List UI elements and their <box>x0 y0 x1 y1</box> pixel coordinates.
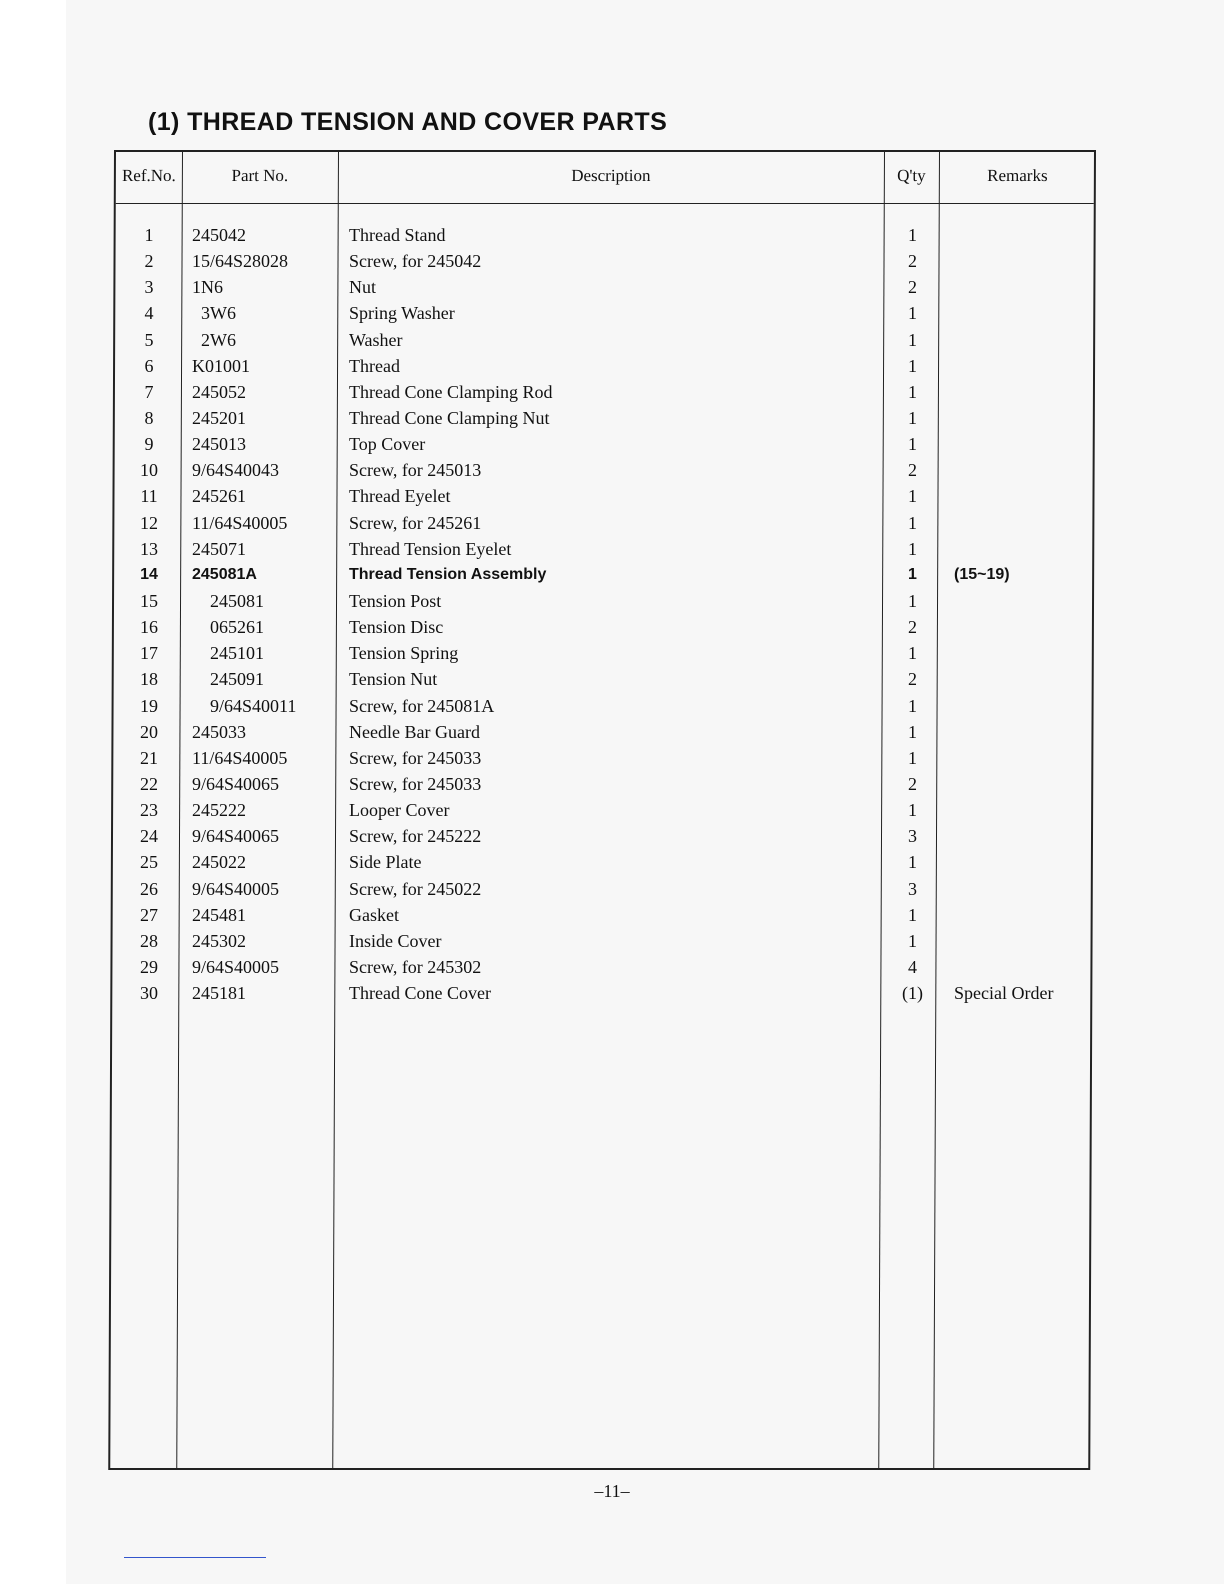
table-row <box>0 902 1224 928</box>
quantity-cell: 1 <box>908 434 917 455</box>
ref-number-cell: 3 <box>144 277 154 298</box>
part-number-cell: 9/64S40065 <box>192 826 280 847</box>
ref-number-cell: 23 <box>140 800 158 821</box>
description-cell: Needle Bar Guard <box>349 721 480 742</box>
table-row <box>0 588 1224 614</box>
table-row <box>0 666 1224 692</box>
table-row <box>0 248 1224 274</box>
ref-number-cell: 11 <box>140 486 158 507</box>
part-number-cell: 9/64S40043 <box>192 460 280 481</box>
part-number-cell: 065261 <box>192 617 264 638</box>
quantity-cell: 1 <box>908 329 917 350</box>
part-number-cell: 245481 <box>192 904 246 925</box>
table-row <box>0 483 1224 509</box>
quantity-cell: 3 <box>908 826 917 847</box>
table-row <box>0 640 1224 666</box>
quantity-cell: 1 <box>908 747 917 768</box>
description-cell: Gasket <box>349 904 399 925</box>
ref-number-cell: 19 <box>140 695 158 716</box>
quantity-cell: 1 <box>908 800 917 821</box>
ref-number-cell: 21 <box>140 747 158 768</box>
quantity-cell: 1 <box>908 565 917 583</box>
part-number-cell: 245302 <box>192 930 246 951</box>
footer-rule <box>124 1557 266 1558</box>
ref-number-cell: 12 <box>140 512 158 533</box>
table-row <box>0 693 1224 719</box>
table-row <box>0 719 1224 745</box>
description-cell: Screw, for 245261 <box>349 512 482 533</box>
table-row <box>0 849 1224 875</box>
remarks-cell: (15~19) <box>954 565 1010 583</box>
part-number-cell: K01001 <box>192 355 250 376</box>
description-cell: Nut <box>349 277 376 298</box>
description-cell: Tension Post <box>349 590 442 611</box>
ref-number-cell: 16 <box>140 617 158 638</box>
part-number-cell: 245201 <box>192 407 246 428</box>
table-row <box>0 510 1224 536</box>
table-row <box>0 745 1224 771</box>
quantity-cell: 2 <box>908 617 917 638</box>
table-row <box>0 823 1224 849</box>
part-number-cell: 245052 <box>192 381 246 402</box>
part-number-cell: 245013 <box>192 434 246 455</box>
ref-number-cell: 8 <box>144 407 154 428</box>
quantity-cell: 2 <box>908 460 917 481</box>
table-row <box>0 405 1224 431</box>
part-number-cell: 245181 <box>192 983 246 1004</box>
quantity-cell: 4 <box>908 956 917 977</box>
quantity-cell: 1 <box>908 590 917 611</box>
description-cell: Thread Cone Cover <box>349 983 491 1004</box>
description-cell: Looper Cover <box>349 800 450 821</box>
table-row <box>0 222 1224 248</box>
table-row <box>0 928 1224 954</box>
description-cell: Thread Tension Eyelet <box>349 538 512 559</box>
ref-number-cell: 27 <box>140 904 158 925</box>
ref-number-cell: 10 <box>140 460 158 481</box>
description-cell: Thread <box>349 355 400 376</box>
parts-table-body <box>0 222 1224 1006</box>
part-number-cell: 11/64S40005 <box>192 512 288 533</box>
quantity-cell: 1 <box>908 303 917 324</box>
description-cell: Inside Cover <box>349 930 442 951</box>
ref-number-cell: 2 <box>144 251 154 272</box>
part-number-cell: 245042 <box>192 225 246 245</box>
ref-number-cell: 30 <box>140 983 158 1004</box>
ref-number-cell: 15 <box>140 590 158 611</box>
part-number-cell: 2W6 <box>192 329 236 350</box>
table-row <box>0 771 1224 797</box>
description-cell: Tension Disc <box>349 617 444 638</box>
header-part-no: Part No. <box>231 166 289 185</box>
part-number-cell: 245071 <box>192 538 246 559</box>
table-row <box>0 562 1224 588</box>
part-number-cell: 9/64S40005 <box>192 956 280 977</box>
table-row <box>0 379 1224 405</box>
part-number-cell: 245222 <box>192 800 246 821</box>
description-cell: Thread Tension Assembly <box>349 565 547 583</box>
description-cell: Screw, for 245013 <box>349 460 482 481</box>
part-number-cell: 15/64S28028 <box>192 251 289 272</box>
part-number-cell: 245081A <box>192 565 257 583</box>
ref-number-cell: 5 <box>144 329 154 350</box>
ref-number-cell: 9 <box>144 434 154 455</box>
quantity-cell: 3 <box>908 878 917 899</box>
table-row <box>0 954 1224 980</box>
quantity-cell: 1 <box>908 538 917 559</box>
description-cell: Screw, for 245081A <box>349 695 495 716</box>
table-row <box>0 353 1224 379</box>
part-number-cell: 11/64S40005 <box>192 747 288 768</box>
description-cell: Side Plate <box>349 852 422 873</box>
quantity-cell: 2 <box>908 277 917 298</box>
table-row <box>0 614 1224 640</box>
header-divider <box>116 203 1094 204</box>
ref-number-cell: 28 <box>140 930 158 951</box>
ref-number-cell: 29 <box>140 956 158 977</box>
description-cell: Screw, for 245033 <box>349 773 482 794</box>
table-row <box>0 457 1224 483</box>
table-row <box>0 980 1224 1006</box>
header-remarks: Remarks <box>987 166 1048 185</box>
quantity-cell: 1 <box>908 486 917 507</box>
description-cell: Screw, for 245222 <box>349 826 482 847</box>
quantity-cell: 1 <box>908 852 917 873</box>
part-number-cell: 245261 <box>192 486 246 507</box>
quantity-cell: 2 <box>908 251 917 272</box>
quantity-cell: 2 <box>908 669 917 690</box>
quantity-cell: 1 <box>908 381 917 402</box>
part-number-cell: 1N6 <box>192 277 223 298</box>
ref-number-cell: 13 <box>140 538 158 559</box>
ref-number-cell: 18 <box>140 669 158 690</box>
remarks-cell: Special Order <box>954 983 1054 1004</box>
description-cell: Screw, for 245022 <box>349 878 482 899</box>
part-number-cell: 245101 <box>192 643 264 664</box>
header-ref-no: Ref.No. <box>121 166 176 185</box>
quantity-cell: 1 <box>908 643 917 664</box>
ref-number-cell: 7 <box>144 381 154 402</box>
table-row <box>0 274 1224 300</box>
description-cell: Screw, for 245302 <box>349 956 482 977</box>
ref-number-cell: 25 <box>140 852 158 873</box>
table-row <box>0 536 1224 562</box>
part-number-cell: 9/64S40005 <box>192 878 280 899</box>
table-row <box>0 327 1224 353</box>
section-title: (1) THREAD TENSION AND COVER PARTS <box>148 108 668 136</box>
part-number-cell: 9/64S40065 <box>192 773 280 794</box>
quantity-cell: 1 <box>908 512 917 533</box>
header-description: Description <box>571 166 651 185</box>
part-number-cell: 3W6 <box>192 303 236 324</box>
header-quantity: Q'ty <box>897 166 926 185</box>
description-cell: Screw, for 245033 <box>349 747 482 768</box>
ref-number-cell: 1 <box>144 225 154 245</box>
quantity-cell: 1 <box>908 930 917 951</box>
ref-number-cell: 6 <box>144 355 154 376</box>
description-cell: Washer <box>349 329 403 350</box>
part-number-cell: 245033 <box>192 721 246 742</box>
quantity-cell: 2 <box>908 773 917 794</box>
description-cell: Top Cover <box>349 434 426 455</box>
table-row <box>0 431 1224 457</box>
description-cell: Thread Eyelet <box>349 486 451 507</box>
part-number-cell: 245081 <box>192 590 264 611</box>
quantity-cell: 1 <box>908 407 917 428</box>
ref-number-cell: 22 <box>140 773 158 794</box>
quantity-cell: 1 <box>908 225 917 245</box>
ref-number-cell: 14 <box>140 565 158 583</box>
quantity-cell: 1 <box>908 695 917 716</box>
table-row <box>0 797 1224 823</box>
ref-number-cell: 24 <box>140 826 158 847</box>
quantity-cell: 1 <box>908 355 917 376</box>
table-row <box>0 300 1224 326</box>
quantity-cell: 1 <box>908 721 917 742</box>
description-cell: Tension Spring <box>349 643 459 664</box>
description-cell: Thread Cone Clamping Nut <box>349 407 550 428</box>
part-number-cell: 9/64S40011 <box>192 695 297 716</box>
quantity-cell: 1 <box>908 904 917 925</box>
ref-number-cell: 26 <box>140 878 158 899</box>
quantity-cell: (1) <box>902 983 923 1004</box>
page-number: –11– <box>594 1481 630 1501</box>
ref-number-cell: 4 <box>144 303 154 324</box>
description-cell: Tension Nut <box>349 669 438 690</box>
description-cell: Screw, for 245042 <box>349 251 482 272</box>
ref-number-cell: 20 <box>140 721 158 742</box>
ref-number-cell: 17 <box>140 643 158 664</box>
table-row <box>0 876 1224 902</box>
part-number-cell: 245022 <box>192 852 246 873</box>
part-number-cell: 245091 <box>192 669 264 690</box>
description-cell: Thread Stand <box>349 225 446 245</box>
description-cell: Spring Washer <box>349 303 455 324</box>
description-cell: Thread Cone Clamping Rod <box>349 381 553 402</box>
